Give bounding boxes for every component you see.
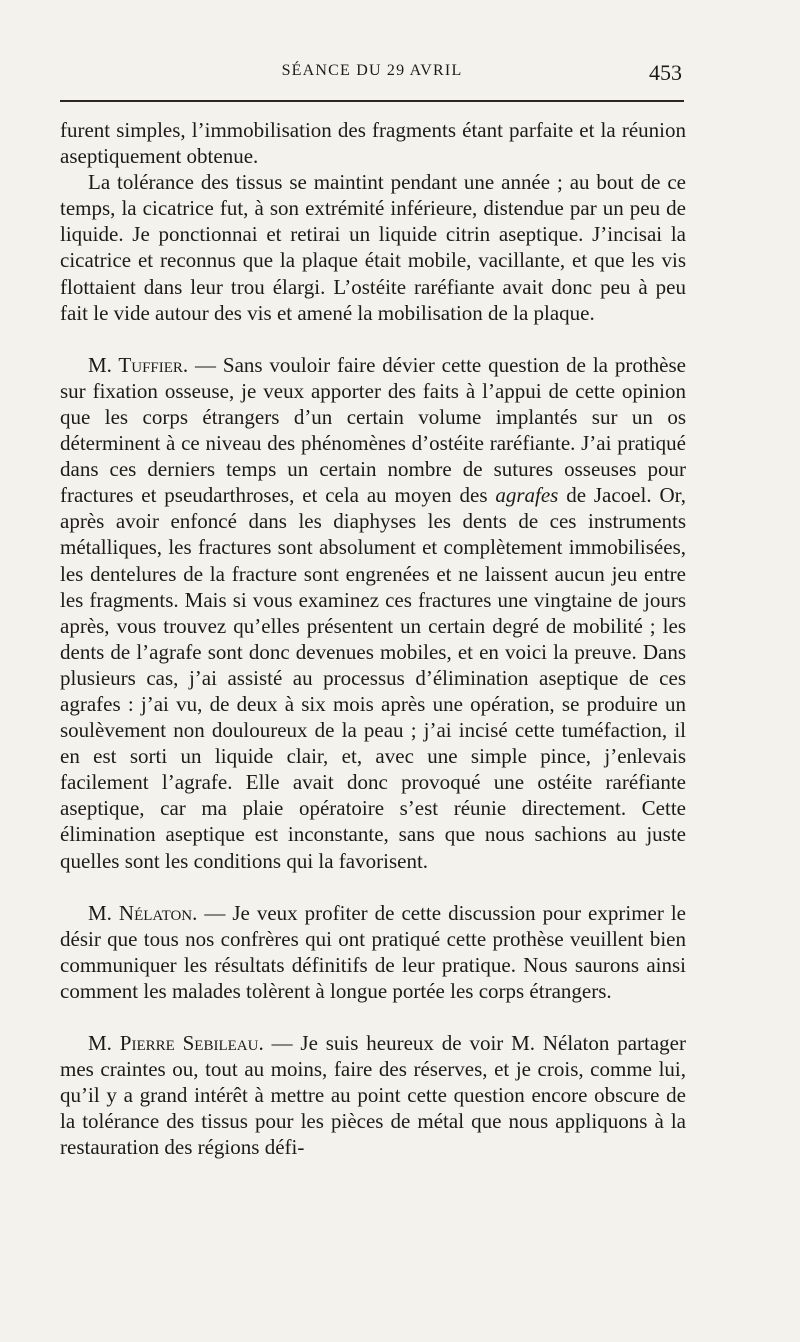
paragraph-tolerance: La tolérance des tissus se maintint pendant une année ; au bout de ce temps, la cicatrice fut, à son extrémité inférieure, distendue par un peu de liquide. Je ponctionnai et retirai un liquide citrin aseptique. J’incisai la cicatrice et reconnus que la plaque était mobile, vacillante, et que les vis flottaient dans leur trou élargi. L’ostéite raréfiante avait donc peu à peu fait le vide autour des vis et amené la mobilisation de la plaque. [60, 170, 686, 325]
header-rule [60, 100, 684, 102]
running-header [60, 62, 684, 86]
body-text [60, 117, 686, 1160]
sebileau-text: — Je suis heureux de voir M. Nélaton partager mes craintes ou, tout au moins, faire des réserves, et je crois, comme lui, qu’il y a grand intérêt à mettre au point cette question encore obscure de la tolérance des tissus pour les pièces de métal que nous appliquons à la restauration des régions défi- [60, 1031, 687, 1160]
speaker-tuffier: M. Tuffier. [88, 352, 189, 377]
tuffier-italic-term: agrafes [495, 483, 559, 508]
page-number: 453 [649, 60, 682, 85]
nelaton-text: — Je veux profiter de cette discussion pour exprimer le désir que tous nos confrères qui ont pratiqué cette prothèse veuillent bien communiquer les résultats définitifs de leur pratique. Nous saurons ainsi comment les malades tolèrent à longue portée les corps étrangers. [60, 900, 687, 1003]
speaker-nelaton: M. Nélaton. [88, 900, 198, 925]
paragraph-continuation: furent simples, l’immobilisation des fragments étant parfaite et la réunion aseptiquement obtenue. [60, 118, 686, 169]
running-title: SÉANCE DU 29 AVRIL [281, 62, 463, 79]
speaker-sebileau: M. Pierre Sebileau. [88, 1031, 264, 1055]
paragraph-sebileau [60, 1030, 686, 1160]
paragraph-tuffier [60, 352, 686, 874]
paragraph-nelaton [60, 900, 686, 1004]
tuffier-text-after: de Jacoel. Or, après avoir enfoncé dans les diaphyses les dents de ces instruments métalliques, les fractures sont absolument et complètement immobilisées, les dentelures de la fracture sont engrenées et ne laissent aucun jeu entre les fragments. Mais si vous examinez ces fractures une vingtaine de jours après, vous trouvez qu’elles présentent un certain degré de mobilité ; les dents de l’agrafe sont donc devenues mobiles, et en voici la preuve. Dans plusieurs cas, j’ai assisté au processus d’élimination aseptique de ces agrafes : j’ai vu, de deux à six mois après une opération, se produire un soulèvement non douloureux de la peau ; j’ai incisé cette tuméfaction, il en est sorti un liquide clair, et, avec une simple pince, j’enlevais facilement l’agrafe. Elle avait donc provoqué une ostéite raréfiante aseptique, car ma plaie opératoire s’est réunie directement. Cette élimination aseptique est inconstante, sans que nous sachions au juste quelles sont les conditions qui la favorisent. [60, 483, 687, 873]
tuffier-text-before: — Sans vouloir faire dévier cette question de la prothèse sur fixation osseuse, je veux apporter des faits à l’appui de cette opinion que les corps étrangers d’un certain volume implantés sur un os déterminent à ce niveau des phénomènes d’ostéite raréfiante. J’ai pratiqué dans ces derniers temps un certain nombre de sutures osseuses pour fractures et pseudarthroses, et cela au moyen des [60, 352, 686, 508]
